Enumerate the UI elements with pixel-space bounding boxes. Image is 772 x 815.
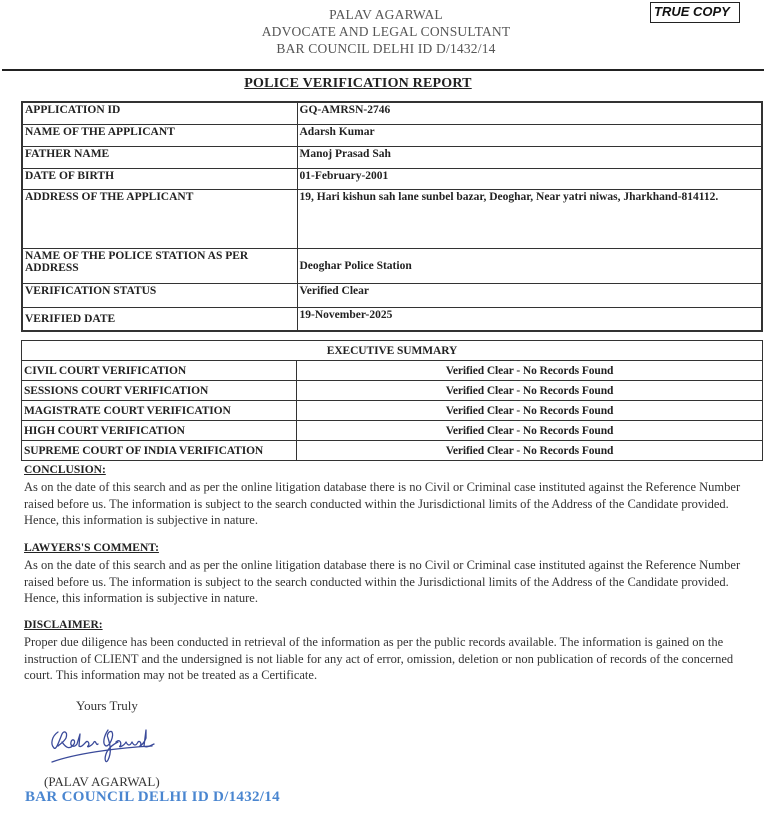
magistrate-court-status: Verified Clear - No Records Found [297, 401, 763, 421]
row-label: HIGH COURT VERIFICATION [22, 421, 297, 441]
executive-summary-table [21, 340, 763, 461]
executive-summary-title: EXECUTIVE SUMMARY [22, 341, 763, 361]
disclaimer-section [24, 619, 759, 684]
civil-court-status: Verified Clear - No Records Found [297, 361, 763, 381]
row-label: NAME OF THE APPLICANT [22, 124, 297, 146]
high-court-status: Verified Clear - No Records Found [297, 421, 763, 441]
conclusion-section [24, 464, 759, 529]
table-row [22, 168, 762, 189]
lawyers-comment-body: As on the date of this search and as per the online litigation database there is no Civil or Criminal case instituted against the Reference Number raised before us. The information is subject to the search conducted within the Jurisdictional limits of the Address of the Candidate provided. Hence, this information is subjective in nature. [24, 558, 741, 605]
conclusion-body: As on the date of this search and as per the online litigation database there is no Civil or Criminal case instituted against the Reference Number raised before us. The information is subject to the search conducted within the Jurisdictional limits of the Address of the Candidate provided. Hence, this information is subjective in nature. [24, 480, 741, 527]
signatory-bar-council-id: BAR COUNCIL DELHI ID D/1432/14 [25, 789, 280, 805]
table-row [22, 401, 763, 421]
row-label: DATE OF BIRTH [22, 168, 297, 189]
application-id-value: GQ-AMRSN-2746 [297, 102, 762, 124]
row-label: SESSIONS COURT VERIFICATION [22, 381, 297, 401]
row-label: FATHER NAME [22, 146, 297, 168]
applicant-name-value: Adarsh Kumar [297, 124, 762, 146]
police-station-value: Deoghar Police Station [297, 248, 762, 283]
report-title: POLICE VERIFICATION REPORT [244, 76, 472, 91]
row-label: CIVIL COURT VERIFICATION [22, 361, 297, 381]
row-label: SUPREME COURT OF INDIA VERIFICATION [22, 441, 297, 461]
row-label: MAGISTRATE COURT VERIFICATION [22, 401, 297, 421]
lawyers-comment-heading: LAWYERS'S COMMENT: [24, 542, 159, 554]
row-label: VERIFICATION STATUS [22, 283, 297, 307]
row-label: ADDRESS OF THE APPLICANT [22, 189, 297, 248]
disclaimer-body: Proper due diligence has been conducted in retrieval of the information as per the public records available. The information is gained on the instruction of CLIENT and the undersigned is not liable for any act of error, omission, deletion or non publication of records of the concerned court. This information may not be treated as a Certificate. [24, 635, 734, 682]
sessions-court-status: Verified Clear - No Records Found [297, 381, 763, 401]
table-row [22, 441, 763, 461]
signature-image [44, 722, 160, 772]
signatory-name: (PALAV AGARWAL) [44, 774, 160, 789]
letterhead-bar-council-id: BAR COUNCIL DELHI ID D/1432/14 [276, 41, 496, 56]
table-row [22, 381, 763, 401]
table-row [22, 146, 762, 168]
date-of-birth-value: 01-February-2001 [297, 168, 762, 189]
table-row [22, 283, 762, 307]
table-row [22, 361, 763, 381]
disclaimer-heading: DISCLAIMER: [24, 619, 103, 631]
lawyers-comment-section [24, 542, 759, 607]
table-row [22, 307, 762, 331]
table-row [22, 124, 762, 146]
supreme-court-status: Verified Clear - No Records Found [297, 441, 763, 461]
advocate-name: PALAV AGARWAL [329, 7, 443, 22]
table-row [22, 248, 762, 283]
row-label: APPLICATION ID [22, 102, 297, 124]
verification-status-value: Verified Clear [297, 283, 762, 307]
verified-date-value: 19-November-2025 [297, 307, 762, 331]
row-label: VERIFIED DATE [22, 307, 297, 331]
applicant-details-table [21, 101, 763, 332]
row-label: NAME OF THE POLICE STATION AS PER ADDRESS [22, 248, 297, 283]
father-name-value: Manoj Prasad Sah [297, 146, 762, 168]
table-header-row [22, 341, 763, 361]
advocate-designation: ADVOCATE AND LEGAL CONSULTANT [261, 24, 511, 39]
address-value: 19, Hari kishun sah lane sunbel bazar, Deoghar, Near yatri niwas, Jharkhand-814112. [297, 189, 762, 248]
letterhead-divider [2, 69, 764, 71]
table-row [22, 189, 762, 248]
table-row [22, 102, 762, 124]
conclusion-heading: CONCLUSION: [24, 464, 106, 476]
closing-text: Yours Truly [76, 698, 138, 713]
true-copy-stamp: TRUE COPY [650, 2, 740, 23]
table-row [22, 421, 763, 441]
